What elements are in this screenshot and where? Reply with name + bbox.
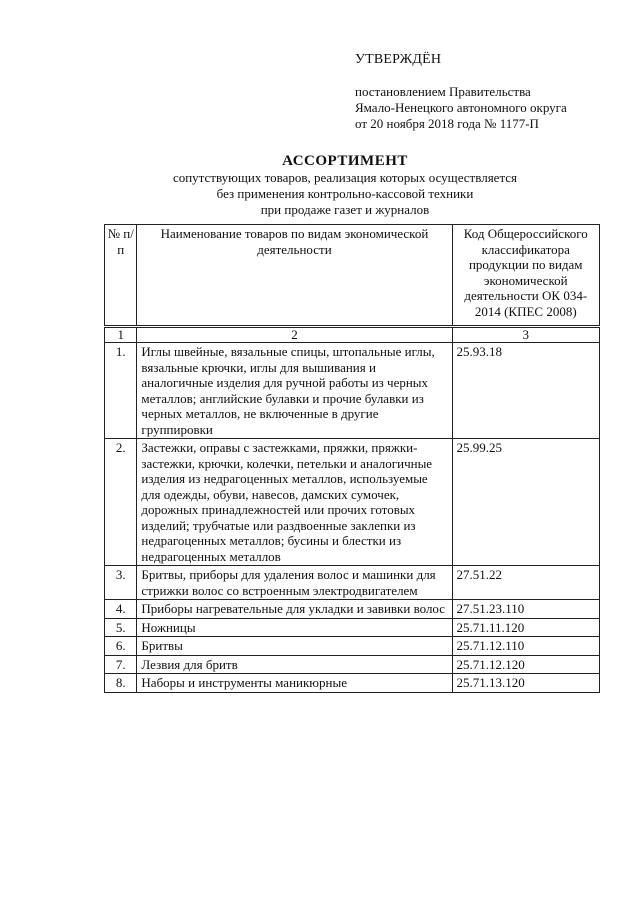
header-goods-name: Наименование товаров по видам экономической деятельности [137, 225, 452, 327]
classifier-code: 27.51.22 [452, 566, 600, 600]
classifier-code: 25.71.13.120 [452, 674, 600, 693]
row-number: 8. [105, 674, 137, 693]
row-number: 1. [105, 343, 137, 439]
column-number-row [105, 327, 600, 343]
document-title: АССОРТИМЕНТ [282, 153, 408, 169]
goods-name: Иглы швейные, вязальные спицы, штопальные иглы, вязальные крючки, иглы для вышивания и аналогичные изделия для ручной работы из черных металлов; английские булавки и прочие булавки из черных металлов, не включенные в другие группировки [137, 343, 452, 439]
subtitle-line: при продаже газет и журналов [260, 202, 430, 217]
row-number: 2. [105, 439, 137, 566]
header-number: № п/п [105, 225, 137, 327]
goods-name: Бритвы [137, 637, 452, 656]
table-header-row [105, 225, 600, 327]
subtitle-line: без применения контрольно-кассовой техники [216, 186, 474, 201]
goods-name: Ножницы [137, 618, 452, 637]
column-number: 1 [105, 327, 137, 343]
table-row [105, 439, 600, 566]
row-number: 5. [105, 618, 137, 637]
table-row [105, 600, 600, 619]
column-number: 2 [137, 327, 452, 343]
decree-reference [355, 84, 567, 132]
table-row [105, 674, 600, 693]
classifier-code: 25.99.25 [452, 439, 600, 566]
row-number: 4. [105, 600, 137, 619]
row-number: 3. [105, 566, 137, 600]
header-classifier-code: Код Общероссийского классификатора продукции по видам экономической деятельности ОК 034-2014 (КПЕС 2008) [452, 225, 600, 327]
row-number: 7. [105, 655, 137, 674]
table-row [105, 637, 600, 656]
goods-name: Приборы нагревательные для укладки и завивки волос [137, 600, 452, 619]
table-row [105, 343, 600, 439]
classifier-code: 27.51.23.110 [452, 600, 600, 619]
goods-name: Наборы и инструменты маникюрные [137, 674, 452, 693]
classifier-code: 25.71.12.120 [452, 655, 600, 674]
approved-label: УТВЕРЖДЁН [355, 52, 442, 67]
decree-line: Ямало-Ненецкого автономного округа [355, 100, 567, 115]
subtitle-line: сопутствующих товаров, реализация которых осуществляется [172, 170, 518, 185]
decree-line: от 20 ноября 2018 года № 1177-П [355, 116, 539, 131]
classifier-code: 25.93.18 [452, 343, 600, 439]
table-row [105, 655, 600, 674]
goods-name: Застежки, оправы с застежками, пряжки, пряжки-застежки, крючки, колечки, петельки и аналогичные изделия из недрагоценных металлов, используемые для одежды, обуви, навесов, дамских сумочек, дорожных принадлежностей или прочих готовых изделий; трубчатые или раздвоенные заклепки из недрагоценных металлов; бусины и блестки из недрагоценных металлов [137, 439, 452, 566]
classifier-code: 25.71.11.120 [452, 618, 600, 637]
assortment-table [104, 224, 600, 693]
table-row [105, 618, 600, 637]
row-number: 6. [105, 637, 137, 656]
document-title-block [100, 152, 590, 218]
column-number: 3 [452, 327, 600, 343]
classifier-code: 25.71.12.110 [452, 637, 600, 656]
goods-name: Лезвия для бритв [137, 655, 452, 674]
table-row [105, 566, 600, 600]
decree-line: постановлением Правительства [355, 84, 531, 99]
goods-name: Бритвы, приборы для удаления волос и машинки для стрижки волос со встроенным электродвигателем [137, 566, 452, 600]
